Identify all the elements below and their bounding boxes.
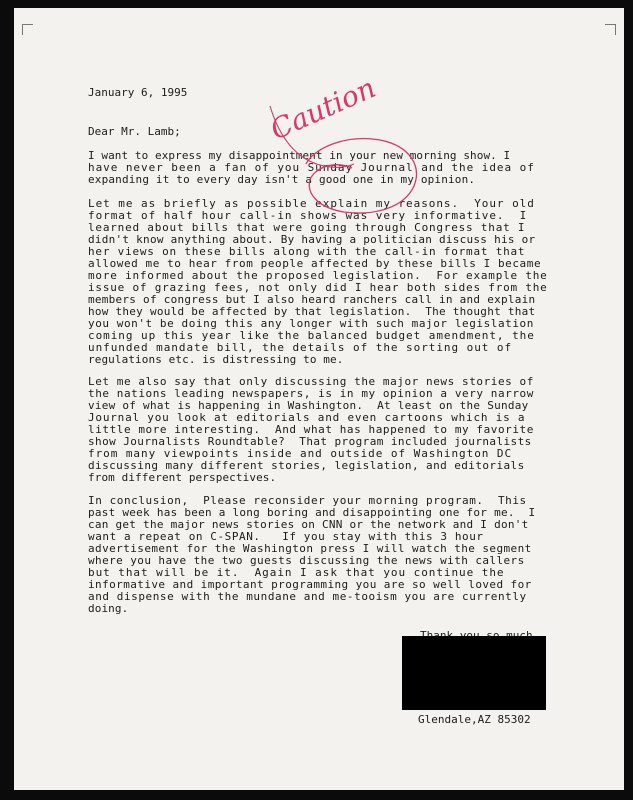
body-line: discussing many different stories, legislation, and editorials [88, 459, 525, 472]
corner-mark-right [605, 24, 616, 35]
letter-salutation: Dear Mr. Lamb; [88, 125, 181, 138]
body-line: members of congress but I also heard ranchers call in and explain [88, 293, 536, 306]
body-line: I want to express my disappointment in your new morning show. I [88, 149, 511, 162]
body-line: her views on these bills along with the call-in format that [88, 245, 526, 258]
body-line: allowed me to hear from people affected by these bills I became [88, 257, 542, 270]
body-line: coming up this year like the balanced budget amendment, the [88, 329, 535, 342]
letter-date: January 6, 1995 [88, 86, 188, 99]
body-line: want a repeat on C-SPAN. If you stay with this 3 hour [88, 530, 484, 543]
body-line: more informed about the proposed legislation. For example the [88, 269, 548, 282]
letter-page [14, 8, 624, 790]
body-line: format of half hour call-in shows was very informative. I [88, 209, 528, 222]
sender-address: Glendale,AZ 85302 [418, 713, 531, 726]
body-line: Let me as briefly as possible explain my reasons. Your old [88, 197, 535, 210]
body-line: from many viewpoints inside and outside of Washington DC [88, 447, 513, 460]
body-line: have never been a fan of you Sunday Journal and the idea of [88, 161, 535, 174]
body-line: can get the major news stories on CNN or the network and I don't [88, 518, 529, 531]
body-line: but that will be it. Again I ask that you continue the [88, 566, 505, 579]
body-line: little more interesting. And what has happened to my favorite [88, 423, 534, 436]
body-line: view of what is happening in Washington. At least on the Sunday [88, 399, 529, 412]
body-line: advertisement for the Washington press I will watch the segment [88, 542, 532, 555]
body-line: Let me also say that only discussing the major news stories of [88, 375, 534, 388]
corner-mark-left [22, 24, 33, 35]
body-line: how they would be affected by that legislation. The thought that [88, 305, 536, 318]
body-line: Journal you look at editorials and even cartoons which is a [88, 411, 526, 424]
annotation-word [265, 71, 380, 146]
body-line: and dispense with the mundane and me-tooism you are currently [88, 590, 527, 603]
body-line: didn't know anything about. By having a politician discuss his or [88, 233, 536, 246]
body-line: unfunded mandate bill, the details of the sorting out of [88, 341, 513, 354]
annotation-caution-text: Caution [265, 70, 381, 147]
body-line: you won't be doing this any longer with such major legislation [88, 317, 534, 330]
body-line: from different perspectives. [88, 471, 277, 484]
body-line: expanding it to every day isn't a good one in my opinion. [88, 173, 476, 186]
body-line: where you have the two guests discussing the news with callers [88, 554, 525, 567]
redacted-signature-block [402, 636, 546, 710]
body-line: the nations leading newspapers, is in my opinion a very narrow [88, 387, 534, 400]
body-line: issue of grazing fees, not only did I hear both sides from the [88, 281, 548, 294]
body-line: regulations etc. is distressing to me. [88, 353, 344, 366]
body-line: past week has been a long boring and disappointing one for me. I [88, 506, 536, 519]
body-line: informative and important programming you are so well loved for [88, 578, 532, 591]
body-line: In conclusion, Please reconsider your morning program. This [88, 494, 527, 507]
body-line: doing. [88, 602, 129, 615]
body-line: learned about bills that were going through Congress that I [88, 221, 526, 234]
body-line: show Journalists Roundtable? That program included journalists [88, 435, 532, 448]
